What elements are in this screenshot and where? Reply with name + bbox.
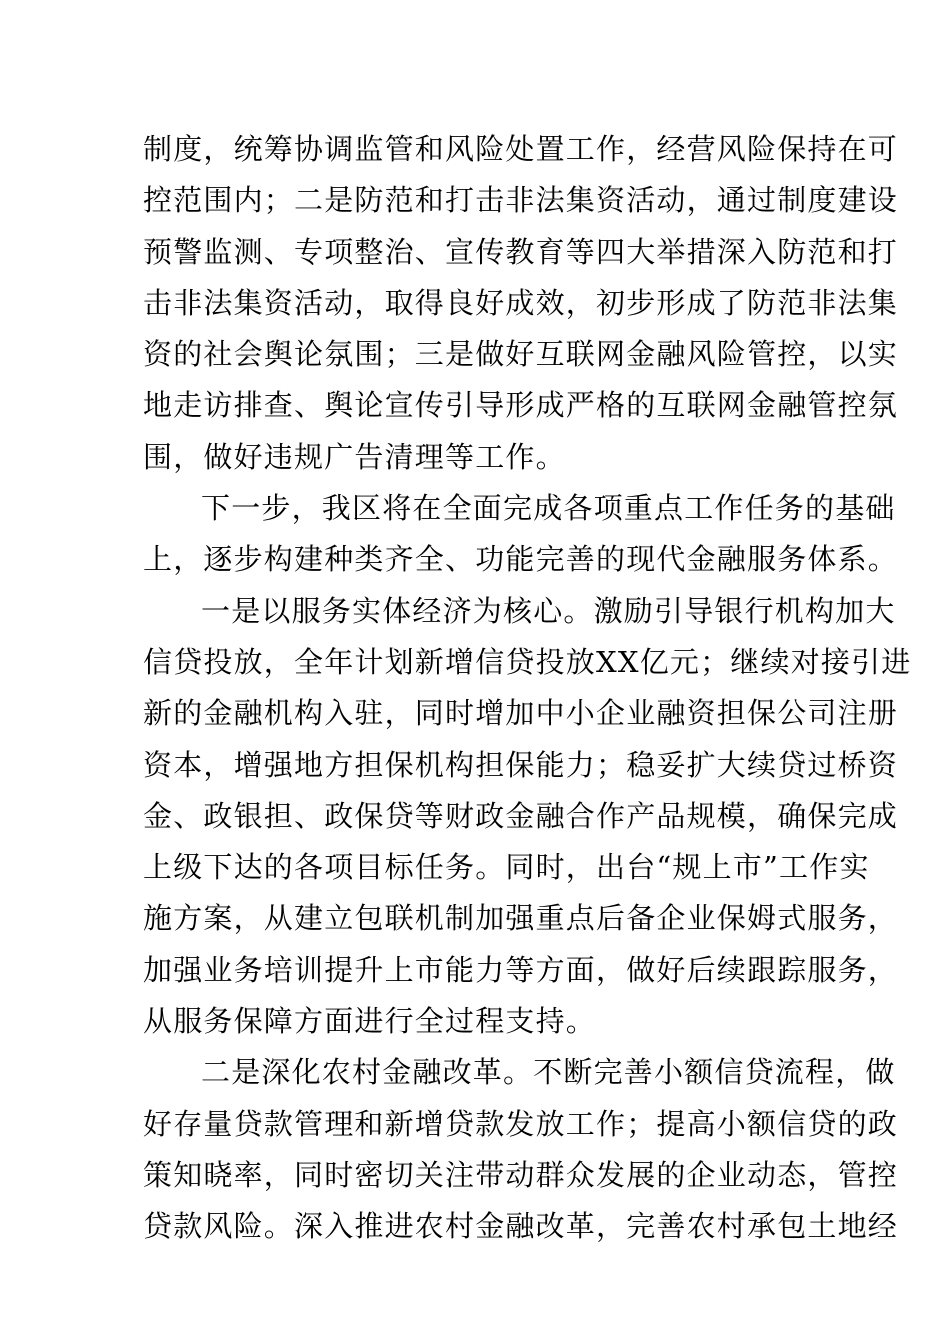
text-line: 击非法集资活动，取得良好成效，初步形成了防范非法集 (143, 285, 899, 320)
text-line: 下一步，我区将在全面完成各项重点工作任务的基础 (201, 491, 896, 526)
text-line: 贷款风险。深入推进农村金融改革，完善农村承包土地经 (143, 1209, 899, 1244)
text-line: 地走访排查、舆论宣传引导形成严格的互联网金融管控氛 (143, 388, 899, 423)
text-line: 从服务保障方面进行全过程支持。 (143, 1004, 597, 1039)
text-line: 上，逐步构建种类齐全、功能完善的现代金融服务体系。 (143, 542, 899, 577)
text-line: 预警监测、专项整治、宣传教育等四大举措深入防范和打 (143, 234, 899, 269)
body-text (143, 124, 912, 1253)
text-line: 控范围内；二是防范和打击非法集资活动，通过制度建设 (143, 183, 899, 218)
text-line: 制度，统筹协调监管和风险处置工作，经营风险保持在可 (143, 132, 899, 166)
text-line: 资的社会舆论氛围；三是做好互联网金融风险管控，以实 (143, 337, 899, 372)
text-line: 金、政银担、政保贷等财政金融合作产品规模，确保完成 (143, 798, 899, 833)
text-line: 施方案，从建立包联机制加强重点后备企业保姆式服务， (143, 901, 899, 936)
text-line: 信贷投放，全年计划新增信贷投放XX亿元；继续对接引进 (143, 644, 912, 679)
text-line: 资本，增强地方担保机构担保能力；稳妥扩大续贷过桥资 (143, 747, 899, 782)
text-line: 围，做好违规广告清理等工作。 (143, 439, 566, 474)
text-line: 一是以服务实体经济为核心。激励引导银行机构加大 (201, 593, 896, 628)
text-line: 策知晓率，同时密切关注带动群众发展的企业动态，管控 (143, 1157, 899, 1192)
text-line: 加强业务培训提升上市能力等方面，做好后续跟踪服务， (143, 952, 899, 987)
text-line: 好存量贷款管理和新增贷款发放工作；提高小额信贷的政 (143, 1106, 899, 1141)
text-line: 新的金融机构入驻，同时增加中小企业融资担保公司注册 (143, 696, 899, 731)
text-line: 二是深化农村金融改革。不断完善小额信贷流程，做 (201, 1055, 896, 1090)
text-line: 上级下达的各项目标任务。同时，出台“规上市”工作实 (143, 850, 870, 885)
